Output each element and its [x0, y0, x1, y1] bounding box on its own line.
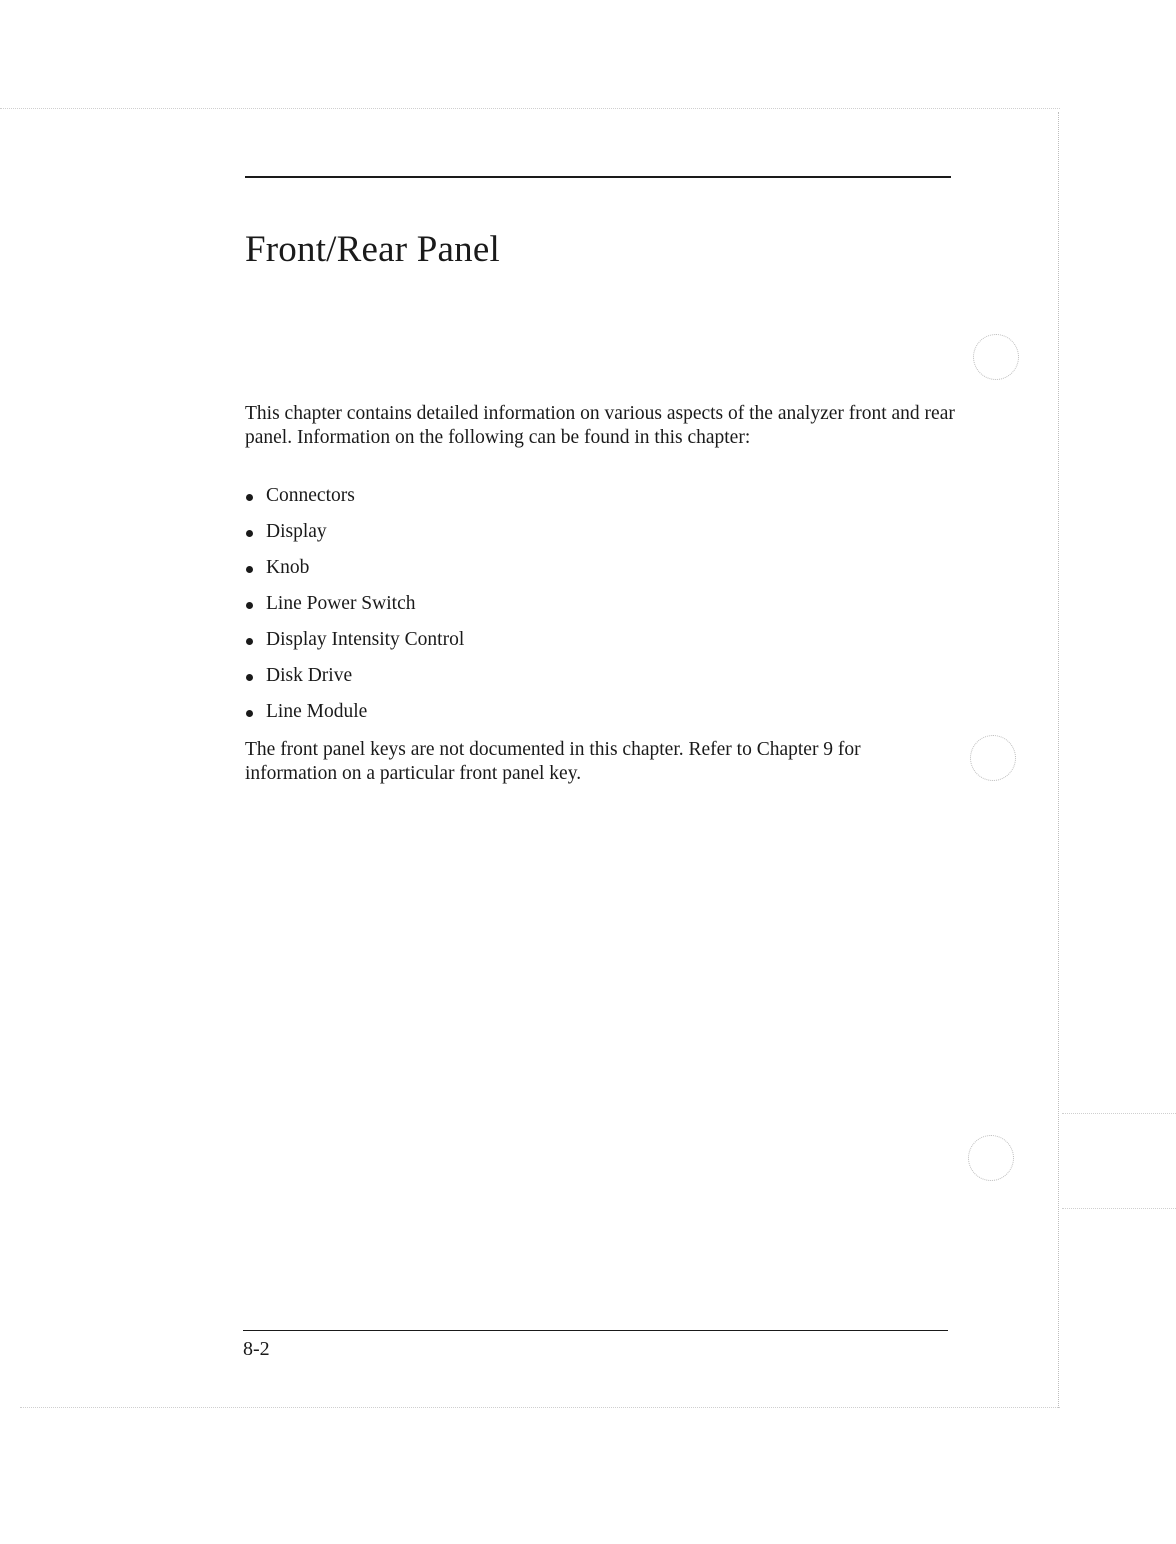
- scan-edge-bottom: [20, 1407, 1060, 1408]
- list-item-label: Connectors: [266, 485, 355, 506]
- list-item: [245, 556, 464, 592]
- list-item-label: Disk Drive: [266, 665, 353, 686]
- binder-hole-middle: [970, 735, 1016, 781]
- list-item-label: Line Power Switch: [266, 593, 416, 614]
- list-item-label: Line Module: [266, 701, 368, 722]
- bullet-icon: [246, 566, 253, 573]
- list-item: [245, 520, 464, 556]
- bullet-icon: [246, 530, 253, 537]
- topic-list: [245, 484, 464, 736]
- page-number: 8-2: [243, 1338, 270, 1360]
- binder-hole-bottom: [968, 1135, 1014, 1181]
- header-rule: [245, 176, 951, 178]
- list-item-label: Display Intensity Control: [266, 629, 465, 650]
- bullet-icon: [246, 602, 253, 609]
- list-item: [245, 628, 464, 664]
- outro-paragraph: The front panel keys are not documented in this chapter. Refer to Chapter 9 for information on a particular front panel key.: [245, 739, 861, 784]
- list-item: [245, 700, 464, 736]
- section-tab-edge-bottom: [1062, 1208, 1176, 1209]
- list-item: [245, 592, 464, 628]
- bullet-icon: [246, 674, 253, 681]
- list-item: [245, 484, 464, 520]
- scan-edge-top: [0, 108, 1060, 109]
- footer-rule: [243, 1330, 948, 1331]
- scan-edge-right: [1058, 112, 1059, 1408]
- page-title: Front/Rear Panel: [245, 229, 500, 270]
- bullet-icon: [246, 710, 253, 717]
- bullet-icon: [246, 494, 253, 501]
- binder-hole-top: [973, 334, 1019, 380]
- list-item-label: Display: [266, 521, 327, 542]
- intro-paragraph: This chapter contains detailed information on various aspects of the analyzer front and rear panel. Information on the following can be found in this chapter:: [245, 403, 955, 448]
- list-item: [245, 664, 464, 700]
- list-item-label: Knob: [266, 557, 310, 578]
- section-tab-edge-top: [1062, 1113, 1176, 1114]
- bullet-icon: [246, 638, 253, 645]
